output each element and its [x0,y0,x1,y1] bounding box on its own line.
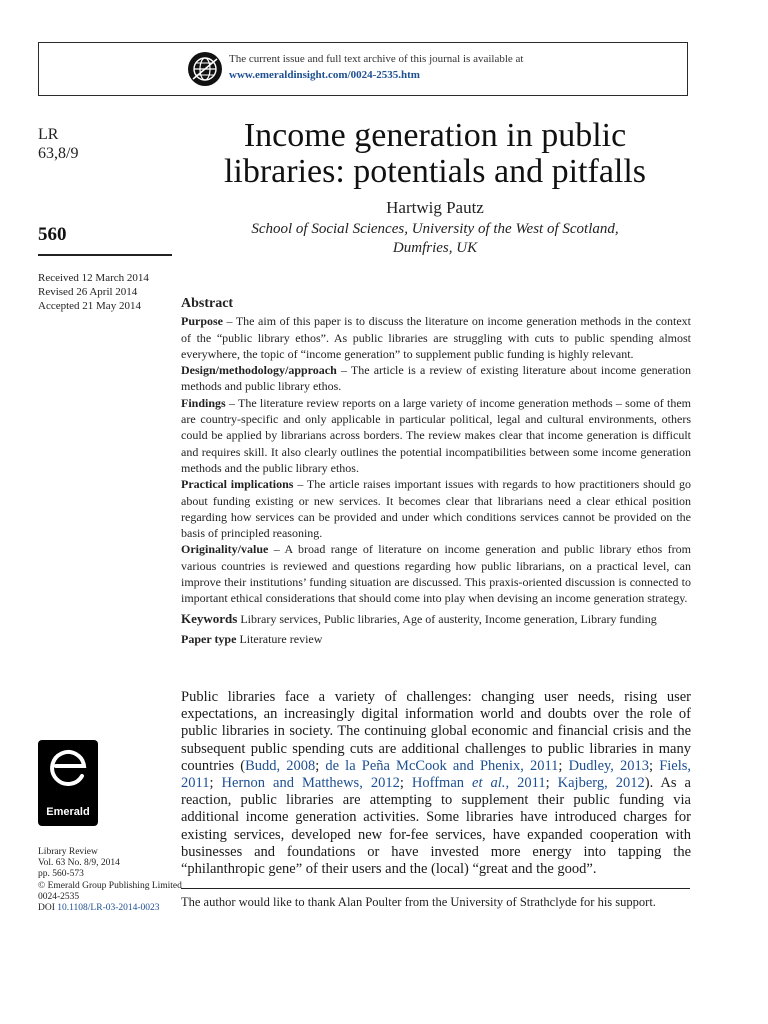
author-affiliation [180,220,690,258]
abstract-findings [181,395,691,476]
body-paragraph [181,689,691,878]
citation-separator: ; [209,775,222,792]
revised-date: Revised 26 April 2014 [38,286,138,298]
citation-link[interactable]: Budd, 2008 [245,757,316,774]
citation-etal: et al. [472,775,506,792]
citation-separator: ; [315,757,326,774]
publication-info [38,847,182,914]
sidebar-divider [38,254,172,256]
journal-name: Library Review [38,847,98,857]
design-label: Design/methodology/approach [181,363,337,378]
emerald-logo [38,740,98,826]
footnote-divider [181,888,690,889]
article-dates [38,271,149,313]
purpose-text: – The aim of this paper is to discuss the literature on income generation methods in the context of the “public library ethos”. As public libraries are struggling with cuts to public spending almost everywhere, the topic of “income generation” to supplement public funding is highly relevant. [181,314,691,361]
citation-link[interactable] [412,775,546,791]
abstract-practical [181,476,691,541]
citation-separator: ; [399,775,412,792]
practical-text: – The article raises important issues with regards to how practitioners should go about funding existing or new services. It becomes clear that librarians need a clear ethical position regarding how services can be provided and under which conditions services cannot be provided on the basis of principled reasoning. [181,477,691,541]
page-number: 560 [38,224,67,245]
volume-issue: 63,8/9 [38,145,79,162]
keywords-text: Library services, Public libraries, Age of austerity, Income generation, Library funding [237,611,657,626]
paper-type-label: Paper type [181,631,237,646]
citation-link[interactable]: Kajberg, 2012 [557,775,645,792]
emerald-e-icon [46,746,90,796]
title-line-2: libraries: potentials and pitfalls [223,153,647,190]
issn: 0024-2535 [38,891,80,902]
volume-info: Vol. 63 No. 8/9, 2014 [38,858,120,869]
doi-label: DOI [38,903,58,914]
abstract-section [181,296,691,647]
originality-text: – A broad range of literature on income generation and public library ethos from various countries is reviewed and questions regarding how public librarians, on a practical level, can improve their institutions’ funding situation are discussed. This praxis-oriented discussion is connected to important ethical considerations that should come into play when devising an income generation strategy. [181,542,691,606]
author-name: Hartwig Pautz [386,198,484,217]
emerald-logo-text: Emerald [46,806,90,818]
received-date: Received 12 March 2014 [38,272,149,284]
journal-code [38,125,78,163]
citation-year: , 2011 [505,775,546,792]
affiliation-line-1: School of Social Sciences, University of the West of Scotland, [251,221,619,237]
purpose-label: Purpose [181,314,223,329]
findings-text: – The literature review reports on a large variety of income generation methods – some of them are country-specific and only applicable in particular political, legal and cultural environments, others could be applied by librarians across borders. The review makes clear that income generation is difficult and requires skill. It also clearly outlines the potential incompatibilities between some income generation methods and the public library ethos. [181,395,691,475]
article-title [180,118,690,190]
globe-icon [187,51,223,87]
citation-link[interactable]: Fiels, 2011 [181,757,692,792]
journal-abbrev: LR [38,126,59,143]
citation-link[interactable]: de la Peña McCook and Phenix, 2011 [325,757,559,774]
practical-label: Practical implications [181,477,294,492]
citation-author: Hoffman [411,775,473,792]
acknowledgement: The author would like to thank Alan Poulter from the University of Strathclyde for his support. [181,895,656,909]
affiliation-line-2: Dumfries, UK [392,240,478,256]
body-text-start: Public libraries face a variety of challenges: changing user needs, rising user expectations, an increasingly digital information world and doubts over the role of public libraries in society. The continuing global economic and financial crisis and the subsequent public spending cuts are additional challenges to public libraries in many countries ( [181,689,691,774]
journal-archive-box [38,42,688,96]
doi-line [38,903,182,914]
citation-separator: ; [558,757,569,774]
abstract-keywords [181,611,691,627]
abstract-heading: Abstract [181,296,234,311]
findings-label: Findings [181,395,226,410]
doi-link[interactable]: 10.1108/LR-03-2014-0023 [57,903,160,914]
abstract-purpose [181,313,691,362]
keywords-label: Keywords [181,610,238,626]
abstract-originality [181,541,691,606]
archive-notice: The current issue and full text archive of this journal is available at [229,53,524,65]
design-text: – The article is a review of existing literature about income generation methods and public library ethos. [181,363,691,394]
abstract-design [181,362,691,395]
title-line-1: Income generation in public [243,117,627,154]
body-text-end: ). As a reaction, public libraries are attempting to supplement their public funding via additional income generation activities. Some libraries have introduced charges for existing services, developed new for-fee services, have expanded cooperation with businesses and foundations or have invested more energy into tapping the “philanthropic gene” of their users and the (local) “great and the good”. [181,775,691,878]
citation-separator: ; [545,775,558,792]
citation-link[interactable]: Dudley, 2013 [568,757,650,774]
page-range: pp. 560-573 [38,869,84,880]
abstract-paper-type [181,631,691,647]
paper-type-text: Literature review [236,631,323,646]
originality-label: Originality/value [181,542,269,557]
journal-url-link[interactable]: www.emeraldinsight.com/0024-2535.htm [229,69,420,81]
citation-link[interactable]: Hernon and Matthews, 2012 [221,775,400,792]
citation-separator: ; [649,757,660,774]
accepted-date: Accepted 21 May 2014 [38,300,141,312]
copyright: © Emerald Group Publishing Limited [38,880,182,891]
